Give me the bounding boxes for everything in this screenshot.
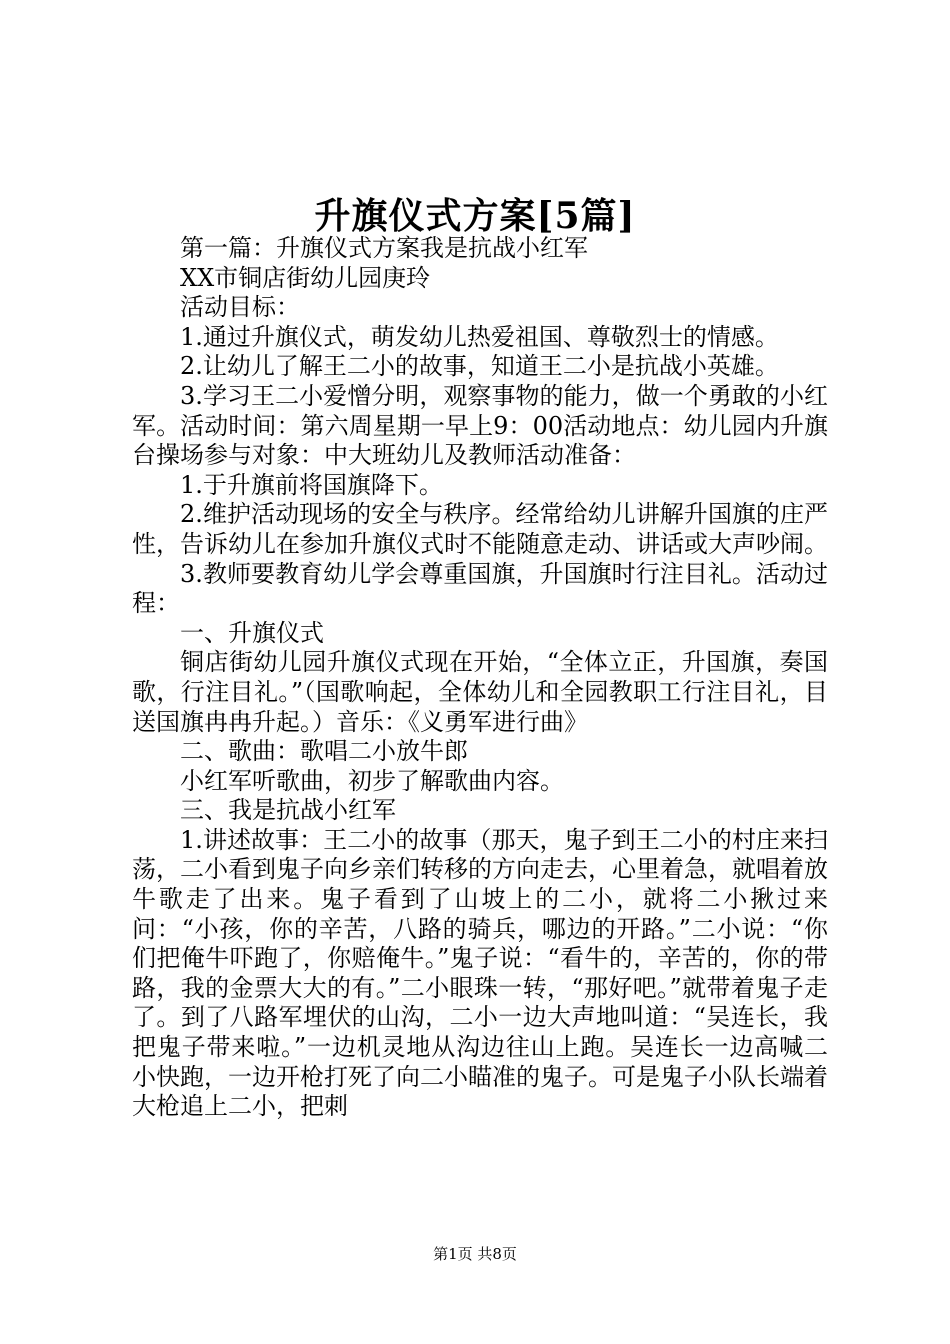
paragraph: 三、我是抗战小红军 [180, 796, 396, 825]
page-footer: 第1页 共8页 [433, 1245, 517, 1263]
paragraph: 3.学习王二小爱憎分明，观察事物的能力，做一个勇敢的小红军。活动时间：第六周星期一早上9：00活动地点：幼儿园内升旗台操场参与对象：中大班幼儿及教师活动准备： [132, 381, 828, 470]
paragraph: 铜店街幼儿园升旗仪式现在开始，“全体立正，升国旗，奏国歌，行注目礼。”（国歌响起，全体幼儿和全园教职工行注目礼，目送国旗冉冉升起。）音乐：《义勇军进行曲》 [132, 648, 828, 736]
paragraph: XX市铜店街幼儿园庚玲 [180, 263, 431, 292]
document-body [132, 234, 828, 1122]
paragraph: 二、歌曲：歌唱二小放牛郎 [180, 737, 468, 766]
paragraph: 一、升旗仪式 [180, 618, 324, 647]
paragraph: 3.教师要教育幼儿学会尊重国旗，升国旗时行注目礼。活动过程： [132, 559, 828, 618]
paragraph: 第一篇：升旗仪式方案我是抗战小红军 [180, 234, 588, 262]
paragraph: 2.维护活动现场的安全与秩序。经常给幼儿讲解升国旗的庄严性，告诉幼儿在参加升旗仪式时不能随意走动、讲话或大声吵闹。 [132, 500, 828, 558]
paragraph: 小红军听歌曲，初步了解歌曲内容。 [180, 766, 564, 795]
paragraph: 1.于升旗前将国旗降下。 [180, 470, 443, 499]
document-title: 升旗仪式方案[5篇] [314, 195, 636, 237]
paragraph: 1.通过升旗仪式，萌发幼儿热爱祖国、尊敬烈士的情感。 [180, 322, 779, 351]
paragraph: 2.让幼儿了解王二小的故事，知道王二小是抗战小英雄。 [180, 352, 779, 381]
paragraph: 1.讲述故事：王二小的故事（那天，鬼子到王二小的村庄来扫荡，二小看到鬼子向乡亲们转移的方向走去，心里着急，就唱着放牛歌走了出来。鬼子看到了山坡上的二小，就将二小揪过来问：“小孩，你的辛苦，八路的骑兵，哪边的开路。”二小说：“你们把俺牛吓跑了，你赔俺牛。”鬼子说：“看牛的，辛苦的，你的带路，我的金票大大的有。”二小眼珠一转，“那好吧。”就带着鬼子走了。到了八路军埋伏的山沟，二小一边大声地叫道：“吴连长，我把鬼子带来啦。”一边机灵地从沟边往山上跑。吴连长一边高喊二小快跑，一边开枪打死了向二小瞄准的鬼子。可是鬼子小队长端着大枪追上二小，把刺 [132, 825, 828, 1121]
paragraph: 活动目标： [180, 293, 300, 322]
